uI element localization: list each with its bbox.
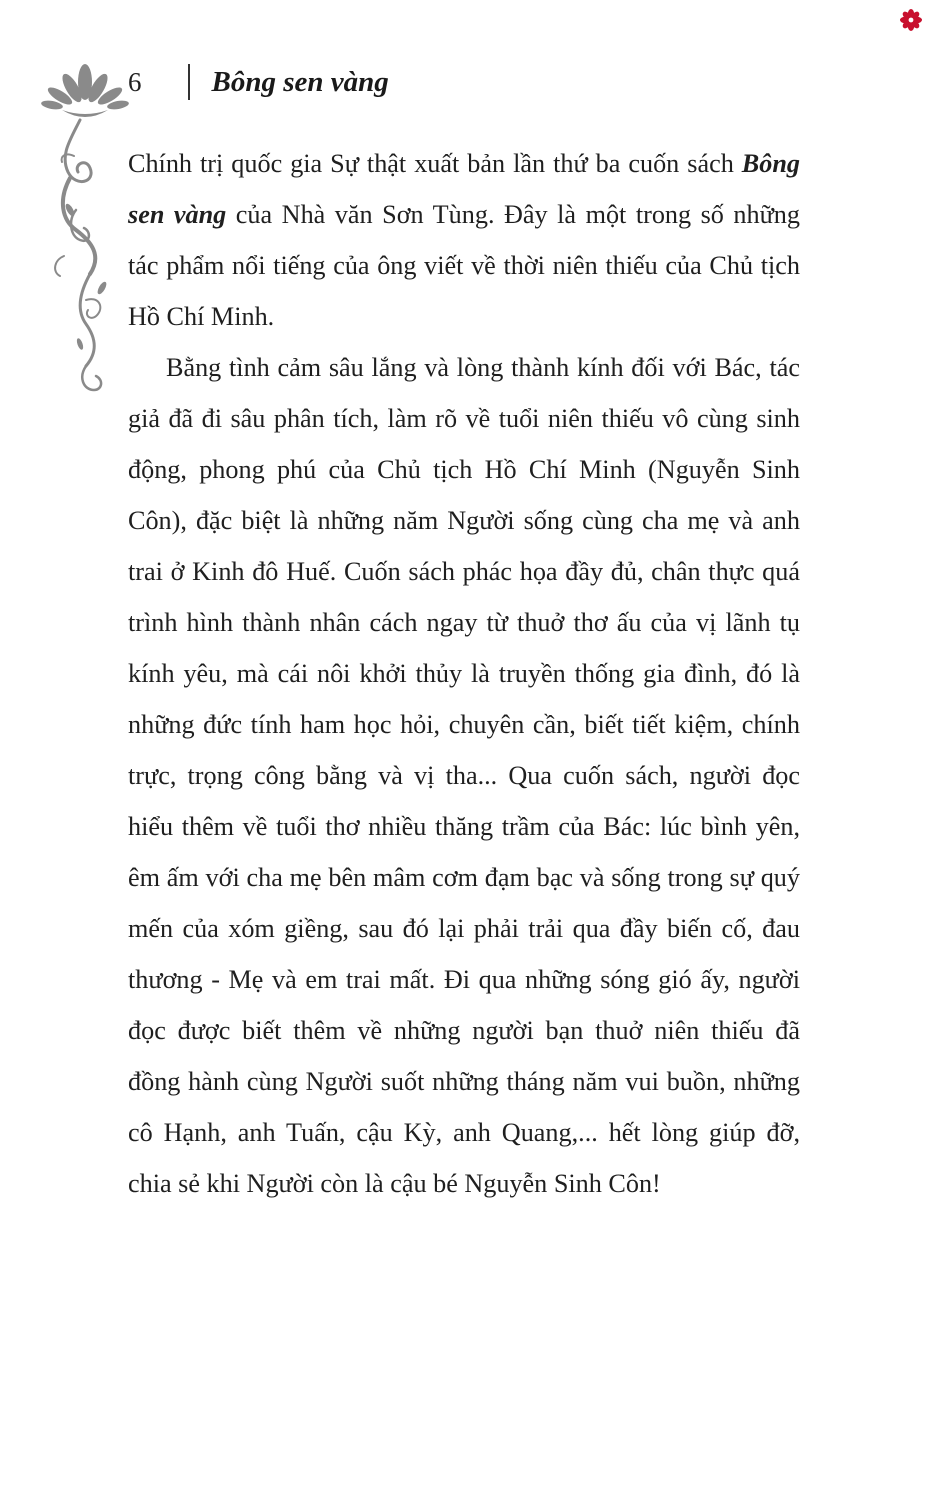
paragraph-1-lead: Chính trị quốc gia Sự thật xuất bản lần thứ ba cuốn sách: [128, 149, 742, 178]
paragraph-2: Bằng tình cảm sâu lắng và lòng thành kính đối với Bác, tác giả đã đi sâu phân tích, làm rõ về tuổi niên thiếu vô cùng sinh động, phong phú của Chủ tịch Hồ Chí Minh (Nguyễn Sinh Côn), đặc biệt là những năm Người sống cùng cha mẹ và anh trai ở Kinh đô Huế. Cuốn sách phác họa đầy đủ, chân thực quá trình hình thành nhân cách ngay từ thuở thơ ấu của vị lãnh tụ kính yêu, mà cái nôi khởi thủy là truyền thống gia đình, đó là những đức tính ham học hỏi, chuyên cần, biết tiết kiệm, chính trực, trọng công bằng và vị tha... Qua cuốn sách, người đọc hiểu thêm về tuổi thơ nhiều thăng trầm của Bác: lúc bình yên, êm ấm với cha mẹ bên mâm cơm đạm bạc và sống trong sự quý mến của xóm giềng, sau đó lại phải trải qua đầy biến cố, đau thương - Mẹ và em trai mất. Đi qua những sóng gió ấy, người đọc được biết thêm về những người bạn thuở niên thiếu đã đồng hành cùng Người suốt những tháng năm vui buồn, những cô Hạnh, anh Tuấn, cậu Kỳ, anh Quang,... hết lòng giúp đỡ, chia sẻ khi Người còn là cậu bé Nguyễn Sinh Côn!: [128, 353, 800, 1198]
running-header: [128, 60, 389, 104]
body-text: [128, 138, 800, 1209]
book-title-emphasis: Bông sen vàng: [128, 149, 800, 229]
paragraph-1: [128, 138, 800, 342]
running-title: Bông sen vàng: [211, 65, 389, 98]
lotus-flower-icon: [899, 8, 923, 32]
page-number: 6: [128, 66, 142, 97]
lotus-swirl-ornament-icon: [40, 60, 130, 400]
paragraph-1-rest: của Nhà văn Sơn Tùng. Đây là một trong số những tác phẩm nổi tiếng của ông viết về thời niên thiếu của Chủ tịch Hồ Chí Minh.: [128, 200, 800, 331]
header-divider: [188, 64, 190, 100]
